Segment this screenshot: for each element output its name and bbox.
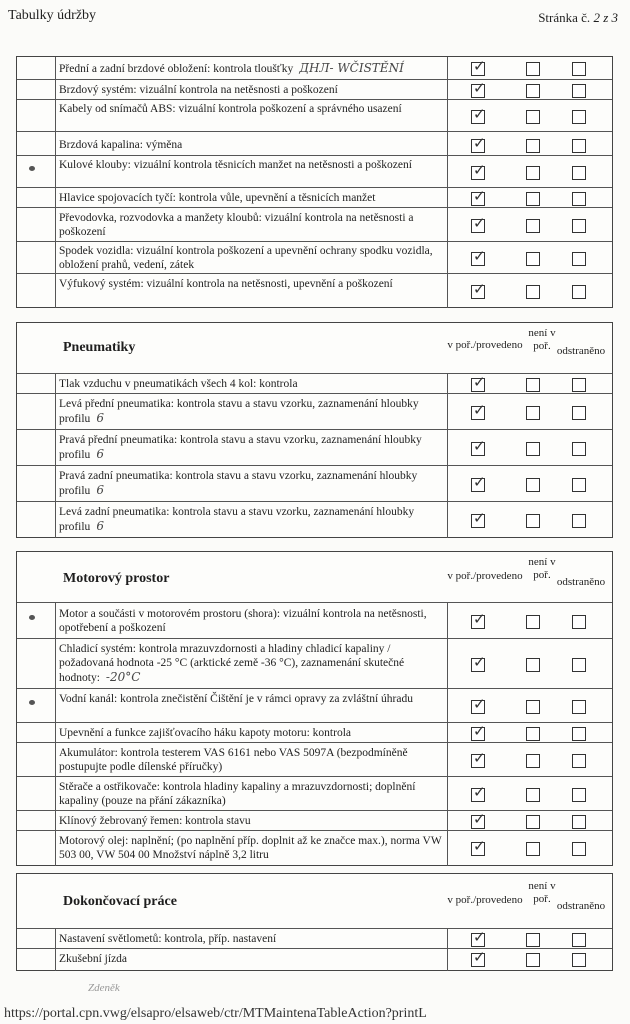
not-ok-checkbox[interactable] bbox=[526, 754, 540, 768]
table-row bbox=[17, 79, 612, 100]
table-row bbox=[17, 155, 612, 188]
not-ok-checkbox[interactable] bbox=[526, 285, 540, 299]
handwritten-note: 6 bbox=[96, 411, 104, 425]
row-text: Levá zadní pneumatika: kontrola stavu a stavu vzorku, zaznamenání hloubky profilu bbox=[59, 506, 415, 533]
fixed-checkbox[interactable] bbox=[572, 219, 586, 233]
done-checkbox[interactable] bbox=[471, 139, 485, 153]
col-header-done: v poř./provedeno bbox=[447, 570, 523, 582]
fixed-checkbox[interactable] bbox=[572, 615, 586, 629]
row-text: Vodní kanál: kontrola znečistění Čištění je v rámci opravy za zvláštní úhradu bbox=[59, 693, 413, 705]
fixed-checkbox[interactable] bbox=[572, 933, 586, 947]
section-final-work bbox=[16, 873, 613, 971]
done-checkbox[interactable] bbox=[471, 166, 485, 180]
table-row bbox=[17, 830, 612, 866]
done-checkbox[interactable] bbox=[471, 727, 485, 741]
done-checkbox[interactable] bbox=[471, 514, 485, 528]
table-row bbox=[17, 187, 612, 208]
not-ok-checkbox[interactable] bbox=[526, 842, 540, 856]
section-brakes bbox=[16, 56, 613, 308]
done-checkbox[interactable] bbox=[471, 953, 485, 967]
done-checkbox[interactable] bbox=[471, 700, 485, 714]
row-text: Kabely od snímačů ABS: vizuální kontrola poškození a správného usazení bbox=[59, 103, 402, 115]
not-ok-checkbox[interactable] bbox=[526, 442, 540, 456]
not-ok-checkbox[interactable] bbox=[526, 406, 540, 420]
section-header bbox=[17, 323, 612, 373]
print-url: https://portal.cpn.vwg/elsapro/elsaweb/ctr/MTMaintenaTableAction?printL bbox=[4, 1006, 427, 1021]
fixed-checkbox[interactable] bbox=[572, 788, 586, 802]
row-text: Brzdová kapalina: výměna bbox=[59, 139, 183, 151]
done-checkbox[interactable] bbox=[471, 84, 485, 98]
done-checkbox[interactable] bbox=[471, 192, 485, 206]
table-row bbox=[17, 948, 612, 971]
table-row bbox=[17, 429, 612, 466]
handwritten-signature: Zdeněk bbox=[88, 982, 120, 994]
row-text: Kulové klouby: vizuální kontrola těsnicích manžet na netěsnosti a poškození bbox=[59, 159, 412, 171]
row-text: Klínový žebrovaný řemen: kontrola stavu bbox=[59, 815, 251, 827]
col-header-not-ok: není v poř. bbox=[528, 880, 556, 905]
section-header bbox=[17, 874, 612, 928]
fixed-checkbox[interactable] bbox=[572, 139, 586, 153]
fixed-checkbox[interactable] bbox=[572, 285, 586, 299]
not-ok-checkbox[interactable] bbox=[526, 378, 540, 392]
not-ok-checkbox[interactable] bbox=[526, 219, 540, 233]
fixed-checkbox[interactable] bbox=[572, 252, 586, 266]
fixed-checkbox[interactable] bbox=[572, 514, 586, 528]
table-row bbox=[17, 207, 612, 242]
not-ok-checkbox[interactable] bbox=[526, 62, 540, 76]
done-checkbox[interactable] bbox=[471, 378, 485, 392]
table-row bbox=[17, 810, 612, 831]
table-row bbox=[17, 465, 612, 502]
fixed-checkbox[interactable] bbox=[572, 84, 586, 98]
row-text: Přední a zadní brzdové obložení: kontrola tloušťky bbox=[59, 63, 294, 75]
fixed-checkbox[interactable] bbox=[572, 658, 586, 672]
handwritten-note: 6 bbox=[96, 447, 104, 461]
done-checkbox[interactable] bbox=[471, 658, 485, 672]
page-number bbox=[538, 10, 618, 26]
not-ok-checkbox[interactable] bbox=[526, 139, 540, 153]
row-text: Motor a součásti v motorovém prostoru (shora): vizuální kontrola na netěsnosti, opotřebení a poškození bbox=[59, 608, 427, 634]
col-header-fixed: odstraněno bbox=[556, 900, 606, 912]
row-text: Pravá zadní pneumatika: kontrola stavu a stavu vzorku, zaznamenání hloubky profilu bbox=[59, 470, 418, 497]
not-ok-checkbox[interactable] bbox=[526, 727, 540, 741]
not-ok-checkbox[interactable] bbox=[526, 700, 540, 714]
table-row bbox=[17, 373, 612, 394]
done-checkbox[interactable] bbox=[471, 110, 485, 124]
page-value: 2 z 3 bbox=[593, 10, 618, 25]
section-tyres bbox=[16, 322, 613, 538]
section-engine-bay bbox=[16, 551, 613, 866]
col-header-not-ok: není v poř. bbox=[528, 556, 556, 581]
page-label: Stránka č. bbox=[538, 10, 591, 25]
table-row bbox=[17, 776, 612, 811]
table-row bbox=[17, 928, 612, 949]
row-text: Motorový olej: naplnění; (po naplnění příp. doplnit až ke značce max.), norma VW 503 00, VW 504 00 Množství náplně 3,2 litru bbox=[59, 835, 442, 861]
row-text: Akumulátor: kontrola testerem VAS 6161 nebo VAS 5097A (bezpodmíněně postupujte podle dílenské příručky) bbox=[59, 747, 408, 773]
col-header-fixed: odstraněno bbox=[556, 576, 606, 588]
row-text: Pravá přední pneumatika: kontrola stavu a stavu vzorku, zaznamenání hloubky profilu bbox=[59, 434, 422, 461]
not-ok-checkbox[interactable] bbox=[526, 815, 540, 829]
fixed-checkbox[interactable] bbox=[572, 442, 586, 456]
done-checkbox[interactable] bbox=[471, 442, 485, 456]
fixed-checkbox[interactable] bbox=[572, 192, 586, 206]
document-title: Tabulky údržby bbox=[8, 8, 97, 23]
table-row bbox=[17, 57, 612, 79]
done-checkbox[interactable] bbox=[471, 219, 485, 233]
fixed-checkbox[interactable] bbox=[572, 815, 586, 829]
section-title: Motorový prostor bbox=[63, 571, 170, 586]
table-row bbox=[17, 99, 612, 132]
col-header-done: v poř./provedeno bbox=[447, 894, 523, 906]
done-checkbox[interactable] bbox=[471, 933, 485, 947]
row-text: Nastavení světlometů: kontrola, příp. nastavení bbox=[59, 933, 277, 945]
done-checkbox[interactable] bbox=[471, 478, 485, 492]
table-row bbox=[17, 638, 612, 689]
not-ok-checkbox[interactable] bbox=[526, 84, 540, 98]
not-ok-checkbox[interactable] bbox=[526, 514, 540, 528]
not-ok-checkbox[interactable] bbox=[526, 166, 540, 180]
not-ok-checkbox[interactable] bbox=[526, 658, 540, 672]
col-header-fixed: odstraněno bbox=[556, 345, 606, 357]
row-text: Tlak vzduchu v pneumatikách všech 4 kol: kontrola bbox=[59, 378, 298, 390]
row-text: Hlavice spojovacích tyčí: kontrola vůle, upevnění a těsnicích manžet bbox=[59, 192, 376, 204]
done-checkbox[interactable] bbox=[471, 815, 485, 829]
bullet-dot bbox=[29, 615, 35, 620]
table-row bbox=[17, 501, 612, 538]
fixed-checkbox[interactable] bbox=[572, 478, 586, 492]
row-text: Spodek vozidla: vizuální kontrola poškození a upevnění ochrany spodku vozidla, obložení prahů, vedení, zátek bbox=[59, 245, 433, 271]
not-ok-checkbox[interactable] bbox=[526, 933, 540, 947]
fixed-checkbox[interactable] bbox=[572, 378, 586, 392]
handwritten-note: -20°C bbox=[105, 670, 141, 684]
section-header bbox=[17, 552, 612, 602]
handwritten-note: ДНЛ- WČISTĚNÍ bbox=[299, 61, 404, 75]
col-header-not-ok: není v poř. bbox=[528, 327, 556, 352]
row-text: Brzdový systém: vizuální kontrola na netěsnosti a poškození bbox=[59, 84, 338, 96]
done-checkbox[interactable] bbox=[471, 285, 485, 299]
fixed-checkbox[interactable] bbox=[572, 62, 586, 76]
done-checkbox[interactable] bbox=[471, 252, 485, 266]
fixed-checkbox[interactable] bbox=[572, 166, 586, 180]
row-text: Zkušební jízda bbox=[59, 953, 128, 965]
handwritten-note: 6 bbox=[96, 483, 104, 497]
row-text: Upevnění a funkce zajišťovacího háku kapoty motoru: kontrola bbox=[59, 727, 352, 739]
not-ok-checkbox[interactable] bbox=[526, 788, 540, 802]
section-title: Pneumatiky bbox=[63, 340, 136, 355]
not-ok-checkbox[interactable] bbox=[526, 478, 540, 492]
done-checkbox[interactable] bbox=[471, 406, 485, 420]
done-checkbox[interactable] bbox=[471, 754, 485, 768]
not-ok-checkbox[interactable] bbox=[526, 110, 540, 124]
row-text: Převodovka, rozvodovka a manžety kloubů: vizuální kontrola na netěsnosti a poškození bbox=[59, 212, 414, 238]
row-text: Chladicí systém: kontrola mrazuvzdornosti a hladiny chladicí kapaliny / požadovaná hodnota -25 °C (arktické země -36 °C), zaznamenání skutečné hodnoty: bbox=[59, 643, 405, 684]
handwritten-note: 6 bbox=[96, 519, 104, 533]
table-row bbox=[17, 131, 612, 156]
table-row bbox=[17, 722, 612, 743]
table-row bbox=[17, 241, 612, 274]
table-row bbox=[17, 393, 612, 430]
fixed-checkbox[interactable] bbox=[572, 700, 586, 714]
table-row bbox=[17, 273, 612, 308]
row-text: Stěrače a ostřikovače: kontrola hladiny kapaliny a mrazuvzdornosti; doplnění kapaliny (pouze na přání zákazníka) bbox=[59, 781, 416, 807]
not-ok-checkbox[interactable] bbox=[526, 615, 540, 629]
fixed-checkbox[interactable] bbox=[572, 727, 586, 741]
table-row bbox=[17, 742, 612, 777]
fixed-checkbox[interactable] bbox=[572, 406, 586, 420]
row-text: Levá přední pneumatika: kontrola stavu a stavu vzorku, zaznamenání hloubky profilu bbox=[59, 398, 419, 425]
done-checkbox[interactable] bbox=[471, 62, 485, 76]
done-checkbox[interactable] bbox=[471, 842, 485, 856]
section-title: Dokončovací práce bbox=[63, 894, 177, 909]
done-checkbox[interactable] bbox=[471, 615, 485, 629]
fixed-checkbox[interactable] bbox=[572, 842, 586, 856]
not-ok-checkbox[interactable] bbox=[526, 953, 540, 967]
not-ok-checkbox[interactable] bbox=[526, 252, 540, 266]
table-row bbox=[17, 602, 612, 639]
bullet-dot bbox=[29, 700, 35, 705]
done-checkbox[interactable] bbox=[471, 788, 485, 802]
col-header-done: v poř./provedeno bbox=[447, 339, 523, 351]
bullet-dot bbox=[29, 166, 35, 171]
fixed-checkbox[interactable] bbox=[572, 110, 586, 124]
row-text: Výfukový systém: vizuální kontrola na netěsnosti, upevnění a poškození bbox=[59, 278, 393, 290]
fixed-checkbox[interactable] bbox=[572, 754, 586, 768]
table-row bbox=[17, 688, 612, 723]
not-ok-checkbox[interactable] bbox=[526, 192, 540, 206]
fixed-checkbox[interactable] bbox=[572, 953, 586, 967]
